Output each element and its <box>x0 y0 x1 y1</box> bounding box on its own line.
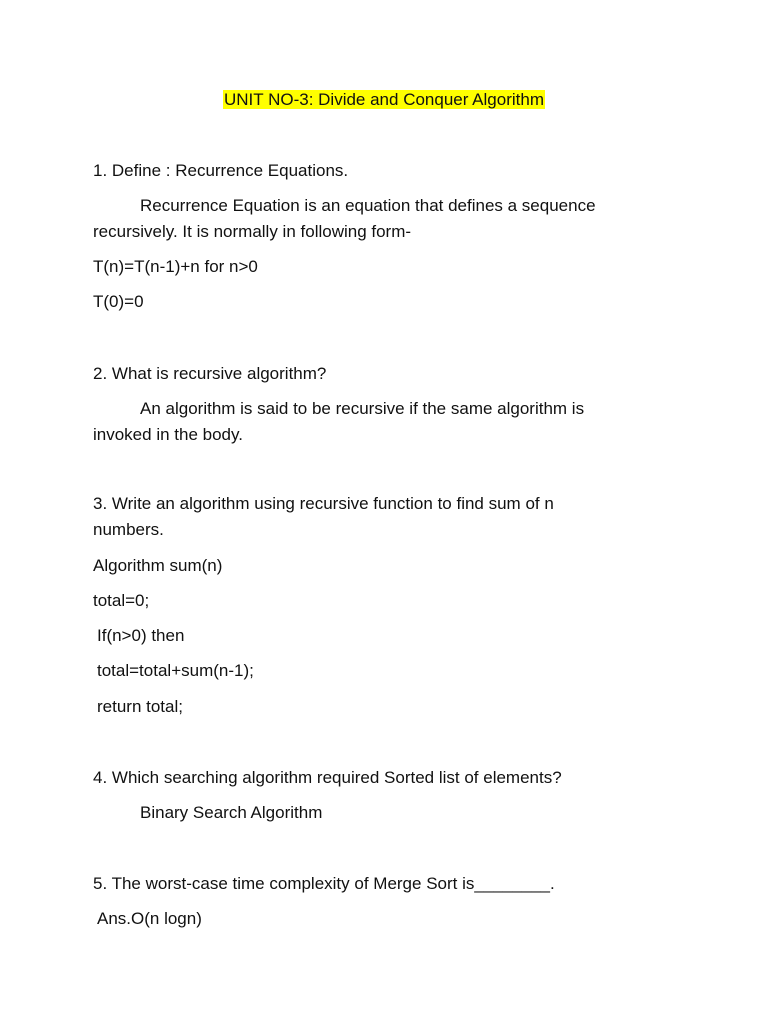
answer-2-line-2: invoked in the body. <box>93 425 243 444</box>
question-4: 4. Which searching algorithm required Sorted list of elements? <box>93 768 562 787</box>
question-1: 1. Define : Recurrence Equations. <box>93 161 349 180</box>
page-title-text: UNIT NO-3: Divide and Conquer Algorithm <box>224 90 544 109</box>
answer-4: Binary Search Algorithm <box>140 803 323 822</box>
question-3-line-1: 3. Write an algorithm using recursive function to find sum of n <box>93 494 554 513</box>
code-line: If(n>0) then <box>97 626 185 645</box>
code-line: total=0; <box>93 591 150 610</box>
question-2: 2. What is recursive algorithm? <box>93 364 327 383</box>
question-5: 5. The worst-case time complexity of Merge Sort is________. <box>93 874 555 893</box>
question-3-line-2: numbers. <box>93 520 164 539</box>
answer-5: Ans.O(n logn) <box>97 909 202 928</box>
equation-2: T(0)=0 <box>93 292 144 311</box>
page-title <box>0 90 768 110</box>
answer-2-line-1: An algorithm is said to be recursive if the same algorithm is <box>140 399 585 418</box>
code-line: total=total+sum(n-1); <box>97 661 254 680</box>
answer-1-line-1: Recurrence Equation is an equation that defines a sequence <box>140 196 596 215</box>
code-line: return total; <box>97 697 183 716</box>
equation-1: T(n)=T(n-1)+n for n>0 <box>93 257 258 276</box>
answer-1-line-2: recursively. It is normally in following form- <box>93 222 412 241</box>
code-line: Algorithm sum(n) <box>93 556 223 575</box>
